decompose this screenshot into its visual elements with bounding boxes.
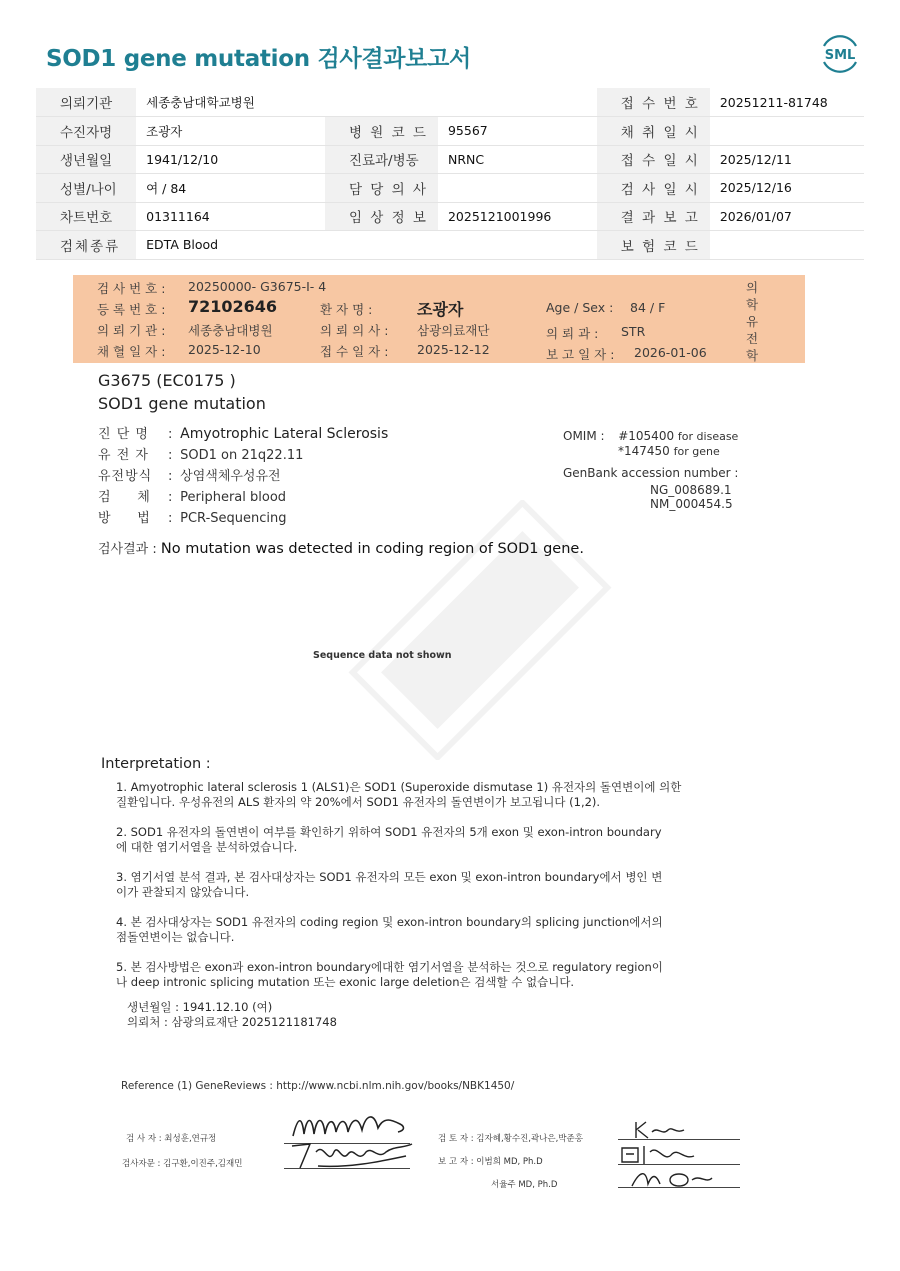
scanned-report (0, 270, 900, 1200)
requesting-org-label: 의뢰기관 (36, 88, 136, 117)
table-row (36, 88, 864, 117)
req-dept-value: STR (621, 324, 646, 339)
signature-image (288, 1138, 418, 1174)
chart-no-value: 01311164 (136, 202, 325, 231)
side-char: 학 (745, 297, 759, 312)
genbank-ng: NG_008689.1 (650, 483, 732, 497)
orange-receipt-date-value: 2025-12-12 (417, 342, 490, 357)
interpretation-paragraph (116, 780, 741, 810)
omim-disease-id: #105400 (618, 429, 675, 443)
reg-no-value: 72102646 (188, 297, 278, 316)
signature-image (632, 1118, 692, 1142)
advisor-line: 검사자문 : 김구환,이진주,김재민 (122, 1159, 243, 1169)
side-char: 의 (745, 280, 759, 295)
receipt-date-value: 2025/12/11 (710, 145, 864, 174)
dob-line: 생년월일 : 1941.12.10 (여) (127, 1000, 273, 1014)
receipt-date-label: 접 수 일 시 (597, 145, 710, 174)
line: 점돌연변이는 없습니다. (116, 930, 235, 944)
result-value: No mutation was detected in coding region of SOD1 gene. (160, 541, 584, 557)
genbank-block (563, 466, 738, 511)
test-no-value: 20250000- G3675-I- 4 (188, 279, 327, 294)
requesting-org-value: 세종충남대학교병원 (136, 88, 597, 117)
specimen-spec-label: 검 체 (98, 490, 151, 505)
receipt-no-value: 20251211-81748 (710, 88, 864, 117)
report-date-label: 결 과 보 고 (597, 202, 710, 231)
specimen-spec-value: Peripheral blood (180, 490, 287, 505)
test-date-label: 검 사 일 시 (597, 174, 710, 203)
interpretation-paragraph (116, 915, 741, 945)
doctor-value (438, 174, 597, 203)
patient-footnote (116, 1000, 741, 1030)
doctor-label: 담 당 의 사 (325, 174, 438, 203)
patient-value: 조광자 (136, 117, 325, 146)
patient-info-table (36, 88, 864, 260)
side-char: 전 (745, 331, 759, 346)
line: 3. 염기서열 분석 결과, 본 검사대상자는 SOD1 유전자의 모든 exon 및 exon-intron boundary에서 병인 변 (116, 870, 663, 884)
result-label: 검사결과 : (98, 542, 157, 557)
receipt-no-label: 접 수 번 호 (597, 88, 710, 117)
clinical-label: 임 상 정 보 (325, 202, 438, 231)
colon: : (168, 427, 173, 442)
gene-label: 유 전 자 (98, 448, 149, 463)
test-specs (98, 424, 388, 529)
sml-logo (818, 32, 862, 74)
omim-disease-desc: for disease (677, 430, 739, 443)
req-doctor-value: 삼광의료재단 (417, 323, 490, 338)
signature-image (618, 1142, 698, 1168)
insurance-value (710, 231, 864, 260)
sex-age-value: 여 / 84 (136, 174, 325, 203)
reporter-line: 보 고 자 : 이범희 MD, Ph.D (438, 1157, 543, 1167)
test-date-value: 2025/12/16 (710, 174, 864, 203)
diagnosis-value: Amyotrophic Lateral Sclerosis (180, 426, 389, 442)
tester-line: 검 사 자 : 최성훈,연규정 (126, 1134, 217, 1144)
colon: : (168, 490, 173, 505)
logo-text: SML (824, 48, 856, 63)
table-row (36, 145, 864, 174)
diagnosis-label: 진 단 명 (98, 427, 149, 442)
dept-value: NRNC (438, 145, 597, 174)
interpretation-body (116, 780, 741, 1030)
orange-report-date-value: 2026-01-06 (634, 345, 707, 360)
blood-date-value: 2025-12-10 (188, 342, 261, 357)
test-result (98, 538, 584, 557)
interpretation-paragraph (116, 825, 741, 855)
age-sex-value: 84 / F (630, 300, 666, 315)
line: 이가 관찰되지 않았습니다. (116, 885, 250, 899)
omim-label: OMIM : (563, 429, 605, 443)
side-char: 유 (745, 314, 759, 329)
omim-gene-desc: for gene (673, 445, 720, 458)
table-row (36, 202, 864, 231)
reviewer-line: 검 토 자 : 김자혜,황수진,곽나은,박준홍 (438, 1134, 583, 1144)
dob-label: 생년월일 (36, 145, 136, 174)
test-no-label: 검 사 번 호 : (97, 281, 166, 296)
patient-name-label: 환 자 명 : (320, 302, 373, 317)
method-value: PCR-Sequencing (180, 511, 287, 526)
sequence-note: Sequence data not shown (313, 650, 452, 661)
line: 5. 본 검사방법은 exon과 exon-intron boundary에대한 염기서열을 분석하는 것으로 regulatory region이 (116, 960, 663, 974)
patient-name-value: 조광자 (417, 300, 464, 319)
age-sex-label: Age / Sex : (546, 300, 614, 315)
reporter2-line: 서율주 MD, Ph.D (491, 1180, 558, 1190)
orange-report-date-label: 보 고 일 자 : (546, 347, 615, 362)
dept-vertical-label (745, 279, 759, 364)
omim-gene-id: *147450 (618, 444, 670, 458)
line: 질환입니다. 우성유전의 ALS 환자의 약 20%에서 SOD1 유전자의 돌연변이가 보고됩니다 (1,2). (116, 795, 601, 809)
colon: : (168, 469, 173, 484)
clinical-value: 2025121001996 (438, 202, 597, 231)
referrer-line: 의뢰처 : 삼광의료재단 2025121181748 (127, 1015, 337, 1029)
patient-label: 수진자명 (36, 117, 136, 146)
interpretation-paragraph (116, 960, 741, 990)
specimen-label: 검체종류 (36, 231, 136, 260)
line: 에 대한 염기서열을 분석하였습니다. (116, 840, 298, 854)
method-row (98, 508, 388, 529)
hospital-code-value: 95567 (438, 117, 597, 146)
req-org-value: 세종충남대병원 (188, 323, 273, 338)
line: 1. Amyotrophic lateral sclerosis 1 (ALS1)은 SOD1 (Superoxide dismutase 1) 유전자의 돌연변이에 의한 (116, 780, 682, 794)
reference-line: Reference (1) GeneReviews : http://www.ncbi.nlm.nih.gov/books/NBK1450/ (121, 1080, 515, 1092)
gene-row (98, 445, 388, 466)
dob-value: 1941/12/10 (136, 145, 325, 174)
signature-image (626, 1166, 716, 1192)
test-name: SOD1 gene mutation (98, 394, 266, 413)
hospital-code-label: 병 원 코 드 (325, 117, 438, 146)
report-title: SOD1 gene mutation 검사결과보고서 (46, 46, 471, 72)
gene-value: SOD1 on 21q22.11 (180, 448, 304, 463)
inheritance-row (98, 466, 388, 487)
method-label: 방 법 (98, 511, 151, 526)
chart-no-label: 차트번호 (36, 202, 136, 231)
specimen-value: EDTA Blood (136, 231, 597, 260)
colon: : (168, 448, 173, 463)
test-code: G3675 (EC0175 ) (98, 371, 236, 390)
side-char: 학 (745, 348, 759, 363)
genbank-nm: NM_000454.5 (650, 497, 733, 511)
line: 2. SOD1 유전자의 돌연변이 여부를 확인하기 위하여 SOD1 유전자의 5개 exon 및 exon-intron boundary (116, 825, 662, 839)
collection-date-value (710, 117, 864, 146)
genbank-label: GenBank accession number : (563, 466, 739, 480)
reg-no-label: 등 록 번 호 : (97, 302, 166, 317)
inheritance-label: 유전방식 (98, 469, 153, 484)
omim-block (563, 429, 738, 459)
specimen-row (98, 487, 388, 508)
line: 나 deep intronic splicing mutation 또는 exonic large deletion은 검색할 수 없습니다. (116, 975, 575, 989)
orange-receipt-date-label: 접 수 일 자 : (320, 344, 389, 359)
orange-header-box (73, 275, 805, 363)
req-doctor-label: 의 뢰 의 사 : (320, 323, 389, 338)
table-row (36, 117, 864, 146)
line: 4. 본 검사대상자는 SOD1 유전자의 coding region 및 exon-intron boundary의 splicing junction에서의 (116, 915, 663, 929)
blood-date-label: 채 혈 일 자 : (97, 344, 166, 359)
dept-label: 진료과/병동 (325, 145, 438, 174)
report-date-value: 2026/01/07 (710, 202, 864, 231)
insurance-label: 보 험 코 드 (597, 231, 710, 260)
colon: : (168, 511, 173, 526)
req-org-label: 의 뢰 기 관 : (97, 323, 166, 338)
diagnosis-row (98, 424, 388, 445)
collection-date-label: 채 취 일 시 (597, 117, 710, 146)
interpretation-paragraph (116, 870, 741, 900)
inheritance-value: 상염색체우성유전 (180, 469, 281, 484)
table-row (36, 174, 864, 203)
sex-age-label: 성별/나이 (36, 174, 136, 203)
interpretation-title: Interpretation : (101, 756, 211, 772)
req-dept-label: 의 뢰 과 : (546, 326, 599, 341)
table-row (36, 231, 864, 260)
